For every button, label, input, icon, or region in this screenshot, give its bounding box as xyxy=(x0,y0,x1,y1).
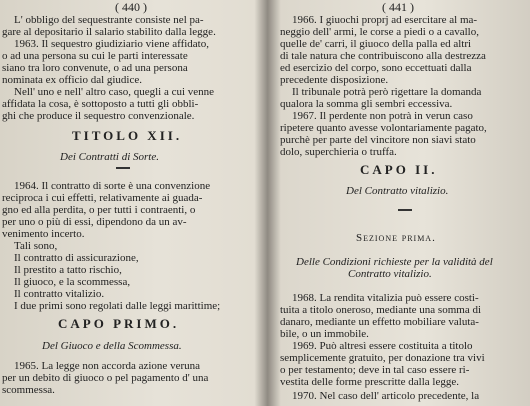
text-line: venimento incerto. xyxy=(2,228,85,240)
text-line: bile, o un immobile. xyxy=(280,328,369,340)
divider xyxy=(116,167,130,169)
divider xyxy=(398,209,412,211)
text-line: purchè per parte del vincitore non siavi stato xyxy=(280,134,476,146)
text-line: ripetere quanto avesse volontariamente pagato, xyxy=(280,122,487,134)
text-line: nominata ex officio dal giudice. xyxy=(2,74,143,86)
chapter-title: CAPO PRIMO. xyxy=(58,316,180,331)
text-line: siano tra loro convenute, o ad una persona xyxy=(2,62,188,74)
text-line: scommessa. xyxy=(2,384,55,396)
section-subheading: Contratto vitalizio. xyxy=(348,268,432,280)
text-line: ghi che produce il sequestro convenzionale. xyxy=(2,110,195,122)
text-line: 1968. La rendita vitalizia può essere costi- xyxy=(292,292,479,304)
text-line: L' obbligo del sequestrante consiste nel pa- xyxy=(14,14,204,26)
text-line: gare al depositario il salario stabilito dalla legge. xyxy=(2,26,216,38)
text-line: Nell' uno e nell' altro caso, quegli a cui venne xyxy=(14,86,215,98)
text-line: affidata la cosa, è sottoposto a tutti gli obbli- xyxy=(2,98,199,110)
text-line: gno ed alla perdita, o per tutti i contraenti, o xyxy=(2,204,196,216)
text-line: 1969. Può altresì essere costituita a titolo xyxy=(292,340,473,352)
text-line: o ad una persona su cui le parti interessate xyxy=(2,50,188,62)
chapter-subtitle: Del Giuoco e della Scommessa. xyxy=(42,340,182,352)
text-line: qualora la somma gli sembri eccessiva. xyxy=(280,98,453,110)
text-line: vestita delle forme prescritte dalla legge. xyxy=(280,376,459,388)
text-line: 1964. Il contratto di sorte è una convenzione xyxy=(14,180,211,192)
section-subtitle: Dei Contratti di Sorte. xyxy=(60,151,159,163)
section-heading: Sezione prima. xyxy=(356,232,436,244)
text-line: precedente disposizione. xyxy=(280,74,389,86)
text-line: dolo, superchieria o truffa. xyxy=(280,146,397,158)
list-item: Tali sono, xyxy=(14,240,58,252)
text-line: 1963. Il sequestro giudiziario viene affidato, xyxy=(14,38,209,50)
text-line: Il tribunale potrà però rigettare la domanda xyxy=(292,86,482,98)
text-line: o per testamento; deve in tal caso essere ri- xyxy=(280,364,470,376)
list-item: Il giuoco, e la scommessa, xyxy=(14,276,131,288)
text-line: 1966. I giuochi proprj ad esercitare al ma- xyxy=(292,14,478,26)
text-line: tuita a titolo oneroso, mediante una somma di xyxy=(280,304,482,316)
text-line: ed esercizio del corpo, sono eccettuati dalla xyxy=(280,62,472,74)
right-page xyxy=(266,0,530,406)
list-item: Il contratto di assicurazione, xyxy=(14,252,139,264)
text-line: reciproca i cui effetti, relativamente ai guada- xyxy=(2,192,203,204)
left-page xyxy=(0,0,262,406)
text-line: neggio dell' armi, le corse a piedi o a cavallo, xyxy=(280,26,479,38)
section-title: TITOLO XII. xyxy=(72,128,183,143)
text-line: quelle de' carri, il giuoco della palla ed altri xyxy=(280,38,472,50)
chapter-subtitle: Del Contratto vitalizio. xyxy=(346,185,449,197)
text-line: 1970. Nel caso dell' articolo precedente, la xyxy=(292,390,480,402)
chapter-title: CAPO II. xyxy=(360,162,438,177)
page-number: ( 440 ) xyxy=(115,0,147,14)
text-line: danaro, mediante un effetto mobiliare valuta- xyxy=(280,316,479,328)
text-line: 1967. Il perdente non potrà in verun caso xyxy=(292,110,473,122)
text-line: di tale natura che contribuiscono alla destrezza xyxy=(280,50,486,62)
list-item: Il contratto vitalizio. xyxy=(14,288,105,300)
page-number: ( 441 ) xyxy=(382,0,414,14)
text-line: per uno o più di essi, dipendono da un av- xyxy=(2,216,187,228)
section-subheading: Delle Condizioni richieste per la validità del xyxy=(296,256,493,268)
list-item: Il prestito a tatto rischio, xyxy=(14,264,122,276)
list-item: I due primi sono regolati dalle leggi marittime; xyxy=(14,300,221,312)
text-line: semplicemente gratuito, per donazione tra vivi xyxy=(280,352,485,364)
text-line: 1965. La legge non accorda azione veruna xyxy=(14,360,200,372)
text-line: per un debito di giuoco o pel pagamento d' una xyxy=(2,372,209,384)
